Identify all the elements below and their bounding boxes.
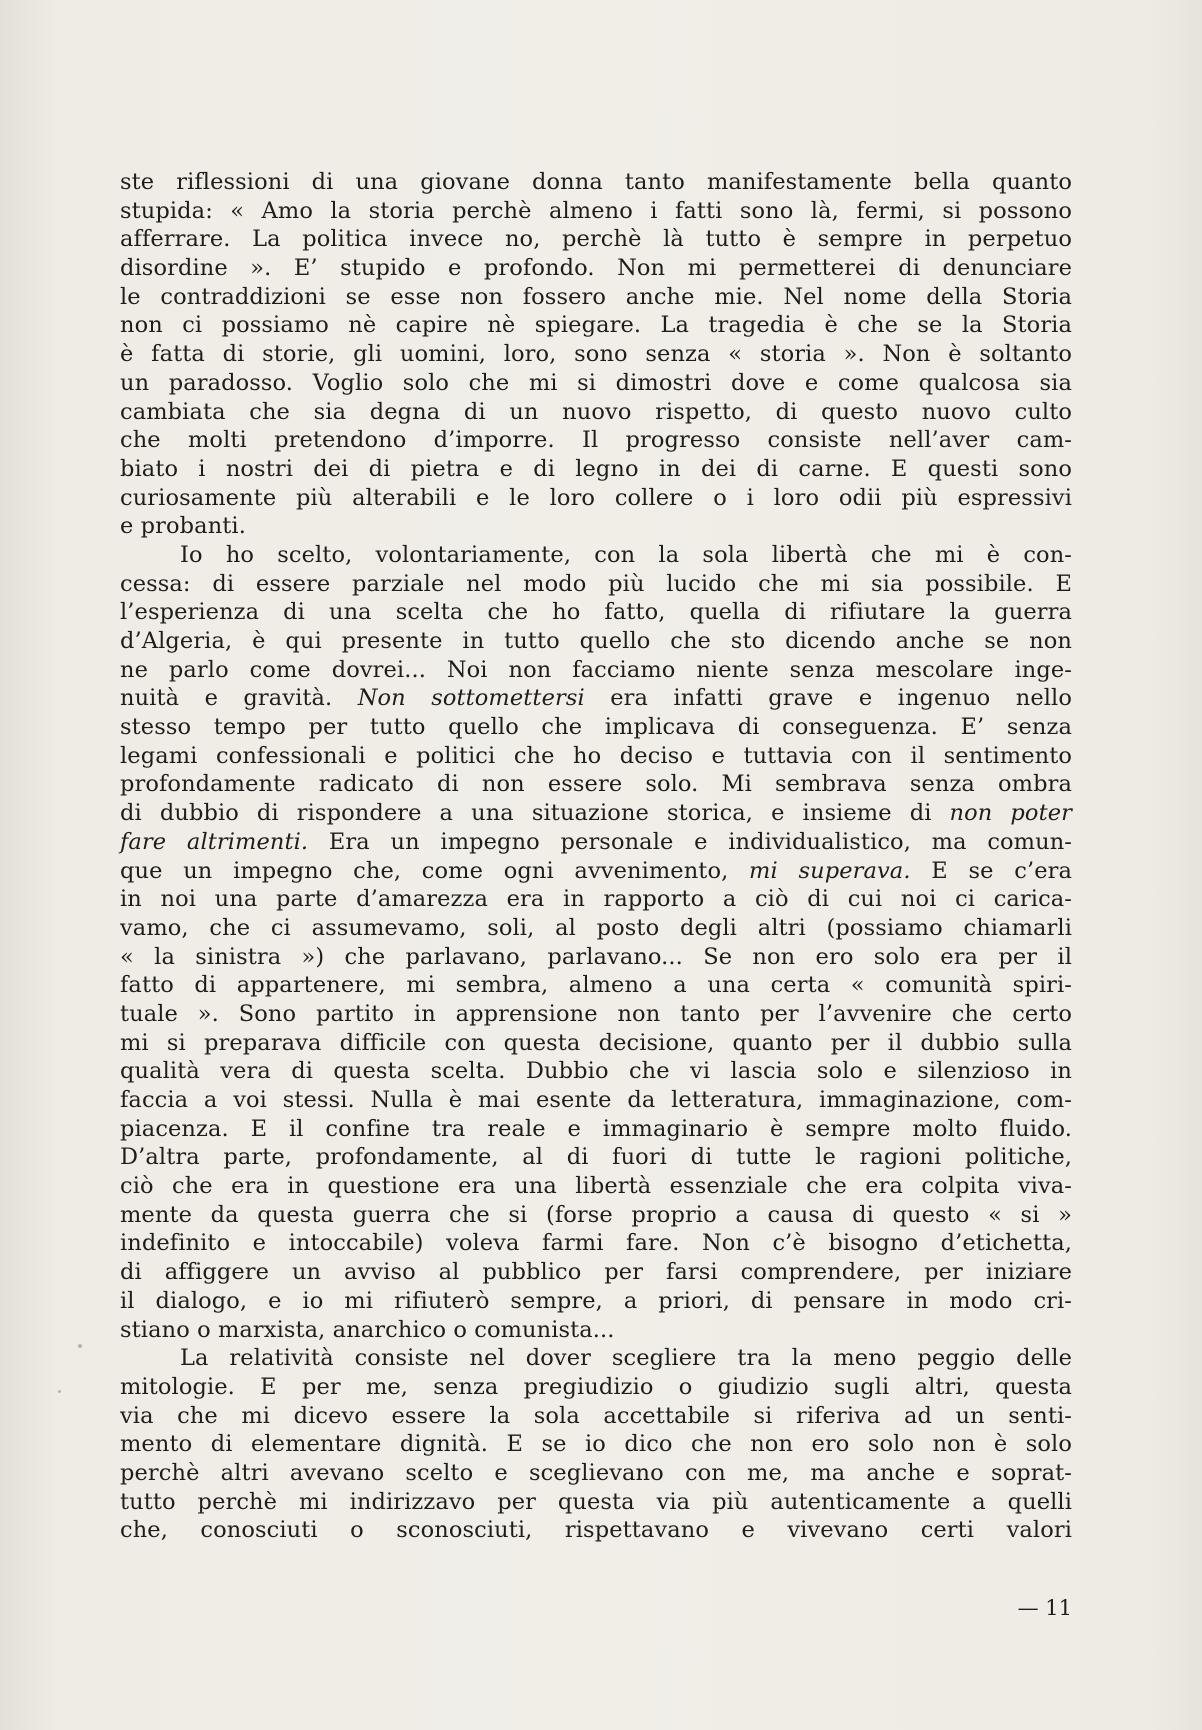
text-run: che molti pretendono d’imporre. Il progresso consiste nell’aver cam- [120, 427, 1072, 454]
text-run: tutto perchè mi indirizzavo per questa via più autenticamente a quelli [120, 1488, 1072, 1515]
text-run: profondamente radicato di non essere solo. Mi sembrava senza ombra [120, 771, 1072, 798]
text-line [120, 1029, 1072, 1058]
text-run: disordine ». E’ stupido e profondo. Non mi permetterei di denunciare [120, 255, 1072, 282]
page-speck [58, 1390, 61, 1393]
text-run: E se c’era [910, 857, 1072, 884]
text-line [120, 455, 1072, 484]
text-run: que un impegno che, come ogni avvenimento, [120, 857, 750, 884]
text-line [120, 484, 1072, 513]
text-run: non ci possiamo nè capire nè spiegare. La tragedia è che se la Storia [120, 312, 1072, 339]
text-line [120, 799, 1072, 828]
italic-text: fare altrimenti. [120, 828, 309, 855]
text-line [120, 971, 1072, 1000]
text-line [120, 914, 1072, 943]
text-run: qualità vera di questa scelta. Dubbio che vi lascia solo e silenzioso in [120, 1058, 1072, 1085]
text-line [120, 512, 1072, 541]
text-run: D’altra parte, profondamente, al di fuori di tutte le ragioni politiche, [120, 1144, 1072, 1171]
text-run: stupida: « Amo la storia perchè almeno i fatti sono là, fermi, si possono [120, 197, 1072, 224]
text-line [120, 1172, 1072, 1201]
page-number: — 11 [1017, 1596, 1072, 1620]
text-line [120, 1057, 1072, 1086]
text-run: mente da questa guerra che si (forse proprio a causa di questo « si » [120, 1201, 1072, 1228]
text-run: La relatività consiste nel dover scegliere tra la meno peggio delle [180, 1345, 1072, 1372]
text-line [120, 1258, 1072, 1287]
text-line [120, 398, 1072, 427]
italic-text: non poter [949, 800, 1072, 827]
text-run: afferrare. La politica invece no, perchè là tutto è sempre in perpetuo [120, 226, 1072, 253]
text-line [120, 1115, 1072, 1144]
text-run: le contraddizioni se esse non fossero anche mie. Nel nome della Storia [120, 283, 1072, 310]
text-line [120, 627, 1072, 656]
text-line [120, 1430, 1072, 1459]
text-line [120, 1143, 1072, 1172]
text-run: vamo, che ci assumevamo, soli, al posto degli altri (possiamo chiamarli [120, 914, 1072, 941]
text-line [120, 943, 1072, 972]
text-line [120, 770, 1072, 799]
text-run: via che mi dicevo essere la sola accettabile si riferiva ad un senti- [120, 1402, 1072, 1429]
text-run: un paradosso. Voglio solo che mi si dimostri dove e come qualcosa sia [120, 369, 1072, 396]
text-run: il dialogo, e io mi rifiuterò sempre, a priori, di pensare in modo cri- [120, 1287, 1072, 1314]
text-run: indefinito e intoccabile) voleva farmi fare. Non c’è bisogno d’etichetta, [120, 1230, 1072, 1257]
text-run: mitologie. E per me, senza pregiudizio o giudizio sugli altri, questa [120, 1373, 1072, 1400]
text-line [120, 225, 1072, 254]
text-line [120, 1344, 1072, 1373]
text-line [120, 1086, 1072, 1115]
text-line [120, 283, 1072, 312]
text-run: piacenza. E il confine tra reale e immaginario è sempre molto fluido. [120, 1115, 1072, 1142]
text-line [120, 369, 1072, 398]
text-run: ne parlo come dovrei... Noi non facciamo niente senza mescolare inge- [120, 656, 1072, 683]
text-run: mento di elementare dignità. E se io dico che non ero solo non è solo [120, 1431, 1072, 1458]
text-line [120, 598, 1072, 627]
text-run: d’Algeria, è qui presente in tutto quello che sto dicendo anche se non [120, 628, 1072, 654]
text-line [120, 426, 1072, 455]
text-run: stiano o marxista, anarchico o comunista... [120, 1316, 615, 1343]
text-line [120, 656, 1072, 685]
text-run: mi si preparava difficile con questa decisione, quanto per il dubbio sulla [120, 1029, 1072, 1056]
text-line [120, 570, 1072, 599]
text-run: cambiata che sia degna di un nuovo rispetto, di questo nuovo culto [120, 398, 1072, 425]
text-run: fatto di appartenere, mi sembra, almeno a una certa « comunità spiri- [120, 972, 1072, 999]
text-run: di affiggere un avviso al pubblico per farsi comprendere, per iniziare [120, 1259, 1072, 1286]
text-run: nuità e gravità. [120, 685, 358, 712]
text-line [120, 1000, 1072, 1029]
text-line [120, 1459, 1072, 1488]
text-run: e probanti. [120, 513, 246, 540]
text-line [120, 254, 1072, 283]
text-line [120, 684, 1072, 713]
text-run: Io ho scelto, volontariamente, con la sola libertà che mi è con- [180, 541, 1072, 568]
text-run: ciò che era in questione era una libertà essenziale che era colpita viva- [120, 1173, 1072, 1200]
text-run: ste riflessioni di una giovane donna tanto manifestamente bella quanto [120, 169, 1072, 195]
text-line [120, 340, 1072, 369]
page-speck [78, 1344, 82, 1348]
text-line [120, 197, 1072, 226]
text-line [120, 1201, 1072, 1230]
text-line [120, 828, 1072, 857]
text-run: tuale ». Sono partito in apprensione non tanto per l’avvenire che certo [120, 1000, 1072, 1027]
body-text [120, 168, 1072, 1545]
text-run: curiosamente più alterabili e le loro collere o i loro odii più espressivi [120, 484, 1072, 511]
text-run: in noi una parte d’amarezza era in rapporto a ciò di cui noi ci carica- [120, 886, 1072, 913]
text-run: biato i nostri dei di pietra e di legno in dei di carne. E questi sono [120, 455, 1072, 482]
text-run: di dubbio di rispondere a una situazione storica, e insieme di [120, 800, 950, 827]
italic-text: Non sottomettersi [357, 685, 585, 712]
text-run: faccia a voi stessi. Nulla è mai esente da letteratura, immaginazione, com- [120, 1087, 1072, 1113]
text-line [120, 541, 1072, 570]
text-run: l’esperienza di una scelta che ho fatto, quella di rifiutare la guerra [120, 599, 1072, 626]
text-run: stesso tempo per tutto quello che implicava di conseguenza. E’ senza [120, 714, 1072, 741]
text-run: che, conosciuti o sconosciuti, rispettavano e vivevano certi valori [120, 1517, 1072, 1544]
text-line [120, 168, 1072, 197]
text-run: « la sinistra ») che parlavano, parlavano... Se non ero solo era per il [120, 943, 1072, 970]
text-line [120, 1316, 1072, 1345]
text-run: era infatti grave e ingenuo nello [584, 685, 1072, 712]
text-line [120, 1488, 1072, 1517]
text-line [120, 1402, 1072, 1431]
text-run: legami confessionali e politici che ho deciso e tuttavia con il sentimento [120, 742, 1072, 769]
text-run: perchè altri avevano scelto e sceglievano con me, ma anche e soprat- [120, 1459, 1072, 1486]
text-run: cessa: di essere parziale nel modo più lucido che mi sia possibile. E [120, 570, 1072, 597]
text-line [120, 713, 1072, 742]
text-run: è fatta di storie, gli uomini, loro, sono senza « storia ». Non è soltanto [120, 341, 1072, 368]
text-line [120, 857, 1072, 886]
text-line [120, 311, 1072, 340]
text-line [120, 1287, 1072, 1316]
italic-text: mi superava. [749, 857, 911, 884]
text-line [120, 1516, 1072, 1545]
text-line [120, 1373, 1072, 1402]
text-line [120, 742, 1072, 771]
text-run: Era un impegno personale e individualistico, ma comun- [308, 828, 1072, 855]
text-line [120, 1229, 1072, 1258]
text-line [120, 885, 1072, 914]
